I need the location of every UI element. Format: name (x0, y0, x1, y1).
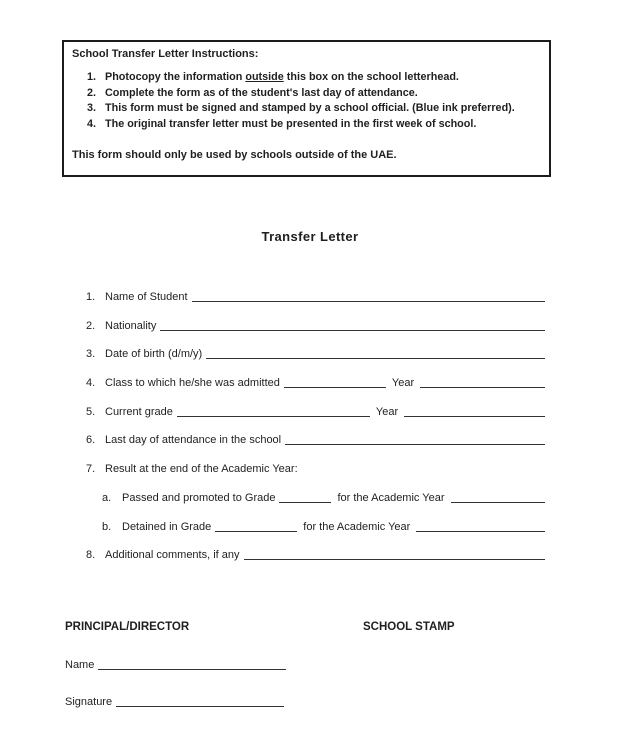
principal-director-label: PRINCIPAL/DIRECTOR (65, 621, 190, 633)
signature-field-row (65, 696, 550, 708)
form-item-detained (86, 521, 545, 533)
blank-line (192, 301, 545, 302)
item-sublabel-academic-year: for the Academic Year (303, 520, 411, 533)
item-sublabel-year: Year (391, 377, 415, 390)
blank-line (215, 531, 297, 532)
form-item-current-grade (86, 406, 545, 418)
blank-line (116, 706, 284, 707)
item-label: Nationality (105, 319, 157, 332)
form-item-result-heading (86, 463, 545, 475)
item-number: 3. (86, 348, 96, 361)
form-item-class-admitted (86, 377, 545, 389)
instructions-box (62, 40, 551, 177)
blank-line (420, 387, 545, 388)
blank-line (451, 502, 546, 503)
underlined-word: outside (245, 71, 284, 83)
form-item-last-day (86, 434, 545, 446)
blank-line (279, 502, 331, 503)
blank-line (416, 531, 545, 532)
item-sublabel-year: Year (375, 405, 399, 418)
item-letter: b. (102, 520, 112, 533)
item-label: Detained in Grade (122, 520, 212, 533)
form-item-name-of-student (86, 291, 545, 303)
item-label: Passed and promoted to Grade (122, 491, 276, 504)
blank-line (244, 559, 545, 560)
name-label: Name (65, 659, 95, 671)
item-label: Date of birth (d/m/y) (105, 348, 203, 361)
form-item-nationality (86, 320, 545, 332)
form-item-passed-promoted (86, 492, 545, 504)
instruction-text: Complete the form as of the student's last day of attendance. (105, 86, 418, 99)
instruction-item-1 (87, 70, 541, 86)
blank-line (98, 669, 286, 670)
item-number: 5. (86, 405, 96, 418)
blank-line (404, 416, 545, 417)
item-number: 4. (86, 377, 96, 390)
item-label: Result at the end of the Academic Year: (105, 463, 298, 476)
form-item-date-of-birth (86, 348, 545, 360)
instruction-text: This form must be signed and stamped by a school official. (Blue ink preferred). (105, 102, 515, 114)
school-stamp-label: SCHOOL STAMP (363, 621, 455, 633)
instructions-list (72, 70, 541, 132)
blank-line (206, 358, 545, 359)
item-label: Additional comments, if any (105, 549, 240, 562)
instruction-item-3 (87, 101, 541, 117)
instruction-number: 2. (87, 86, 97, 99)
instruction-number: 3. (87, 102, 97, 114)
instruction-number: 1. (87, 71, 97, 83)
instruction-number: 4. (87, 117, 97, 130)
name-field-row (65, 659, 550, 671)
page-title: Transfer Letter (261, 229, 359, 244)
blank-line (285, 444, 545, 445)
signature-label: Signature (65, 696, 113, 708)
item-sublabel-academic-year: for the Academic Year (337, 491, 445, 504)
form-body (86, 291, 545, 578)
item-number: 7. (86, 463, 96, 476)
item-letter: a. (102, 491, 112, 504)
blank-line (160, 330, 545, 331)
instruction-item-2 (87, 86, 541, 102)
item-label: Class to which he/she was admitted (105, 377, 280, 390)
instruction-text: Photocopy the information outside this box on the school letterhead. (105, 71, 459, 83)
item-number: 8. (86, 549, 96, 562)
item-number: 6. (86, 434, 96, 447)
instructions-note: This form should only be used by schools outside of the UAE. (72, 149, 397, 161)
instruction-item-4 (87, 117, 541, 133)
signature-section (65, 621, 550, 708)
signature-header (65, 621, 550, 634)
item-number: 1. (86, 291, 96, 303)
blank-line (284, 387, 386, 388)
blank-line (177, 416, 370, 417)
item-label: Last day of attendance in the school (105, 434, 282, 447)
instructions-heading: School Transfer Letter Instructions: (72, 48, 259, 60)
item-number: 2. (86, 319, 96, 332)
instruction-text: The original transfer letter must be presented in the first week of school. (105, 117, 477, 130)
item-label: Current grade (105, 405, 173, 418)
item-label: Name of Student (105, 291, 188, 303)
form-item-additional-comments (86, 549, 545, 561)
